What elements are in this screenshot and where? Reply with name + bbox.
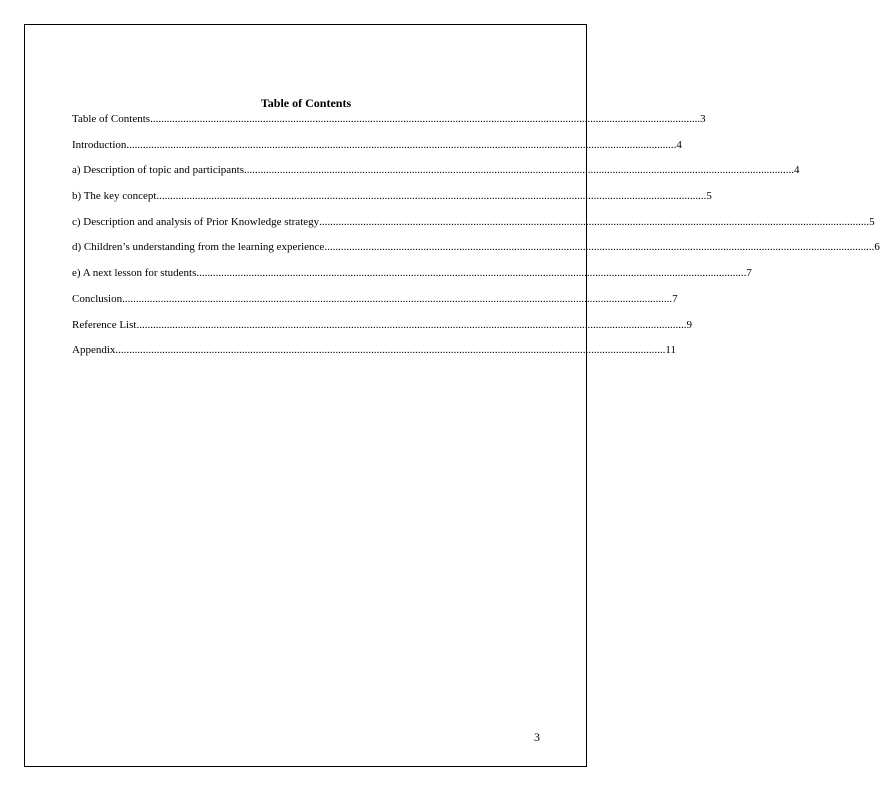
toc-entry-label: c) Description and analysis of Prior Knowledge strategy xyxy=(72,215,320,228)
toc-entry[interactable] xyxy=(72,189,712,215)
toc-entry-page: 4 xyxy=(793,164,800,177)
page-number: 3 xyxy=(534,730,540,744)
toc-entry-page: 4 xyxy=(676,138,682,151)
toc-entry-label: Introduction xyxy=(72,138,127,151)
dot-leader: ........................................................................................................................................................................................................ xyxy=(122,292,673,305)
toc-entry[interactable] xyxy=(72,163,800,189)
toc-entry-page: 9 xyxy=(686,318,692,331)
toc-entry[interactable] xyxy=(72,215,875,241)
toc-entry[interactable] xyxy=(72,343,676,369)
toc-entry-label: b) The key concept xyxy=(72,190,157,203)
dot-leader: ........................................................................................................................................................................................................ xyxy=(196,267,747,280)
toc-entry-page: 3 xyxy=(700,113,706,125)
toc-entry[interactable] xyxy=(72,292,678,318)
dot-leader: ........................................................................................................................................................................................................ xyxy=(136,318,687,331)
dot-leader: ........................................................................................................................................................................................................ xyxy=(126,138,677,151)
toc-entry-page: 5 xyxy=(706,190,712,203)
toc-entry-page: 5 xyxy=(869,215,875,228)
toc-entry-page: 7 xyxy=(746,267,752,280)
toc-list xyxy=(72,112,880,369)
toc-entry-label: Table of Contents xyxy=(72,113,151,125)
toc-entry[interactable] xyxy=(72,318,692,344)
toc-entry-label: Conclusion xyxy=(72,292,123,305)
dot-leader: ........................................................................................................................................................................................................ xyxy=(150,113,701,125)
toc-entry-label: Appendix xyxy=(72,344,116,357)
dot-leader: ........................................................................................................................................................................................................ xyxy=(156,190,707,203)
toc-entry-page: 11 xyxy=(665,344,676,357)
dot-leader: ........................................................................................................................................................................................................ xyxy=(243,164,794,177)
toc-entry[interactable] xyxy=(72,112,706,138)
toc-entry-label: Reference List xyxy=(72,318,137,331)
toc-entry-page: 7 xyxy=(672,292,678,305)
toc-entry-label: e) A next lesson for students xyxy=(72,267,197,280)
toc-entry[interactable] xyxy=(72,266,752,292)
dot-leader: ........................................................................................................................................................................................................ xyxy=(324,241,875,254)
dot-leader: ........................................................................................................................................................................................................ xyxy=(115,344,666,357)
toc-entry-page: 6 xyxy=(874,241,880,254)
toc-title: Table of Contents xyxy=(260,96,352,110)
toc-entry-label: d) Children’s understanding from the learning experience xyxy=(72,241,325,254)
toc-entry[interactable] xyxy=(72,240,880,266)
toc-entry[interactable] xyxy=(72,138,682,164)
toc-entry-label: a) Description of topic and participants xyxy=(72,164,244,177)
dot-leader: ........................................................................................................................................................................................................ xyxy=(319,215,870,228)
